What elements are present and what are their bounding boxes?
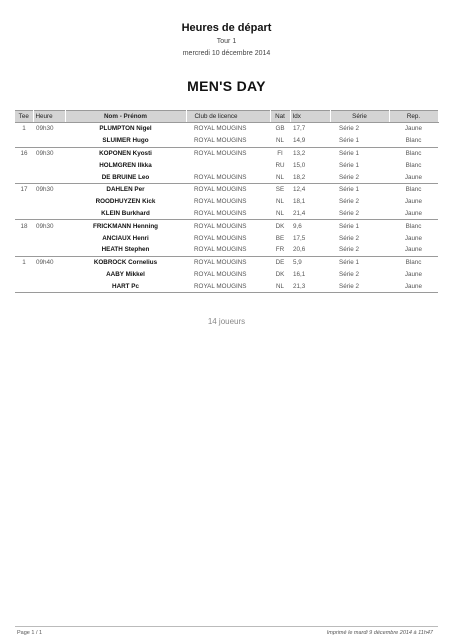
cell-name: HOLMGREN Ilkka: [99, 161, 152, 169]
cell-tee: [15, 280, 33, 292]
cell-rep: Blanc: [389, 256, 438, 268]
cell-name: KLEIN Burkhard: [101, 209, 150, 217]
cell-serie: Série 2: [339, 234, 359, 242]
cell-club: ROYAL MOUGINS: [194, 209, 247, 217]
cell-name: HART Pc: [65, 280, 186, 292]
cell-idx: 18,2: [293, 173, 306, 181]
cell-idx: 17,5: [293, 234, 306, 242]
cell-serie: Série 2: [330, 280, 389, 292]
cell-idx: 15,0: [293, 161, 306, 169]
table-header-row: [15, 111, 438, 123]
table-row: [15, 196, 438, 208]
cell-tee: [15, 269, 33, 281]
cell-club: ROYAL MOUGINS: [194, 173, 247, 181]
cell-tee: 16: [15, 147, 33, 159]
cell-tee: [15, 208, 33, 220]
cell-nat: NL: [275, 137, 285, 145]
cell-serie: Série 1: [339, 137, 359, 145]
cell-club: ROYAL MOUGINS: [194, 270, 247, 278]
table-row: [15, 135, 438, 147]
date-label: mercredi 10 décembre 2014: [182, 50, 271, 57]
cell-idx: 13,2: [290, 147, 330, 159]
cell-nat: SE: [270, 183, 290, 195]
cell-heure: 09h30: [33, 147, 65, 159]
table-row: [15, 208, 438, 220]
cell-rep: Jaune: [404, 209, 423, 217]
cell-nat: NL: [275, 173, 285, 181]
cell-heure: 09h30: [33, 220, 65, 232]
cell-rep: Jaune: [404, 198, 423, 206]
cell-club: ROYAL MOUGINS: [194, 246, 247, 254]
cell-serie: Série 1: [330, 147, 389, 159]
cell-nat: FI: [270, 147, 290, 159]
table-row: [15, 183, 438, 195]
cell-rep: Blanc: [389, 147, 438, 159]
column-header-club: Club de licence: [186, 111, 270, 123]
print-timestamp: Imprimé le mardi 9 décembre 2014 à 11h47: [326, 630, 433, 636]
cell-serie: Série 2: [339, 198, 359, 206]
cell-name: HEATH Stephen: [101, 246, 150, 254]
cell-rep: Blanc: [405, 161, 422, 169]
cell-serie: Série 1: [330, 183, 389, 195]
cell-tee: [15, 171, 33, 183]
cell-nat: RU: [275, 161, 285, 169]
column-header-heure: Heure: [33, 111, 65, 123]
table-row: [15, 269, 438, 281]
cell-name: FRICKMANN Henning: [65, 220, 186, 232]
table-row: [15, 232, 438, 244]
cell-serie: Série 2: [339, 209, 359, 217]
footer-divider: [15, 626, 438, 627]
table-row: [15, 147, 438, 159]
cell-club: ROYAL MOUGINS: [194, 137, 247, 145]
cell-idx: 9,6: [290, 220, 330, 232]
cell-tee: [15, 159, 33, 171]
cell-nat: BE: [275, 234, 285, 242]
cell-name: ROODHUYZEN Kick: [95, 198, 156, 206]
event-title: MEN'S DAY: [187, 78, 266, 94]
cell-heure: [33, 196, 65, 208]
column-header-idx: Idx: [290, 111, 330, 123]
cell-tee: [15, 232, 33, 244]
start-times-table: [15, 110, 439, 293]
cell-heure: 09h30: [36, 125, 54, 133]
cell-club: ROYAL MOUGINS: [186, 147, 270, 159]
cell-club: ROYAL MOUGINS: [194, 234, 247, 242]
page-title: Heures de départ: [181, 22, 272, 34]
cell-name: ANCIAUX Henri: [102, 234, 149, 242]
cell-idx: 21,3: [290, 280, 330, 292]
cell-heure: [33, 159, 65, 171]
cell-heure: [33, 280, 65, 292]
column-header-serie: Série: [330, 111, 389, 123]
cell-tee: 17: [15, 183, 33, 195]
table-row: [15, 244, 438, 256]
cell-heure: 09h40: [33, 256, 65, 268]
cell-rep: Jaune: [404, 125, 423, 133]
cell-tee: 1: [15, 256, 33, 268]
column-header-nat: Nat: [270, 111, 290, 123]
cell-serie: Série 2: [339, 246, 359, 254]
cell-nat: DK: [270, 220, 290, 232]
cell-nat: DE: [270, 256, 290, 268]
cell-heure: 09h30: [33, 183, 65, 195]
table-row: [15, 280, 438, 292]
round-label: Tour 1: [216, 38, 237, 45]
cell-club: [186, 159, 270, 171]
cell-club: ROYAL MOUGINS: [186, 220, 270, 232]
cell-heure: [33, 208, 65, 220]
cell-idx: 21,4: [293, 209, 306, 217]
cell-serie: Série 2: [339, 173, 359, 181]
cell-rep: Jaune: [389, 280, 438, 292]
cell-rep: Blanc: [405, 137, 422, 145]
cell-heure: [33, 232, 65, 244]
cell-name: SLUIMER Hugo: [102, 137, 149, 145]
cell-name: KOBROCK Cornelius: [65, 256, 186, 268]
cell-tee: [15, 135, 33, 147]
cell-club: ROYAL MOUGINS: [186, 280, 270, 292]
cell-rep: Jaune: [404, 246, 423, 254]
cell-heure: [33, 135, 65, 147]
cell-name: AABY Mikkel: [106, 270, 145, 278]
table-row: [15, 256, 438, 268]
cell-tee: [15, 196, 33, 208]
cell-club: ROYAL MOUGINS: [194, 125, 247, 133]
cell-serie: Série 1: [330, 220, 389, 232]
cell-serie: Série 2: [339, 125, 359, 133]
cell-rep: Jaune: [404, 270, 423, 278]
cell-tee: 1: [22, 125, 26, 133]
cell-name: DAHLEN Per: [65, 183, 186, 195]
cell-nat: NL: [275, 209, 285, 217]
cell-idx: 12,4: [290, 183, 330, 195]
cell-idx: 14,9: [293, 137, 306, 145]
cell-name: DE BRUINE Leo: [101, 173, 150, 181]
cell-nat: DK: [275, 270, 285, 278]
page-number: Page 1 / 1: [17, 630, 43, 636]
table-row: [15, 220, 438, 232]
cell-rep: Blanc: [389, 183, 438, 195]
cell-club: ROYAL MOUGINS: [186, 256, 270, 268]
cell-heure: [33, 171, 65, 183]
column-header-name: Nom - Prénom: [65, 111, 186, 123]
cell-nat: GB: [275, 125, 285, 133]
table-row: [15, 171, 438, 183]
cell-idx: 5,9: [290, 256, 330, 268]
table-row: [15, 123, 438, 135]
cell-nat: NL: [270, 280, 290, 292]
cell-nat: FR: [275, 246, 285, 254]
cell-club: ROYAL MOUGINS: [186, 183, 270, 195]
cell-rep: Jaune: [404, 234, 423, 242]
cell-idx: 16,1: [293, 270, 306, 278]
cell-idx: 20,6: [293, 246, 306, 254]
cell-rep: Blanc: [389, 220, 438, 232]
cell-heure: [33, 269, 65, 281]
cell-idx: 17,7: [293, 125, 306, 133]
player-count: 14 joueurs: [207, 317, 246, 326]
cell-tee: 18: [15, 220, 33, 232]
cell-serie: Série 1: [330, 256, 389, 268]
cell-serie: Série 2: [339, 270, 359, 278]
cell-heure: [33, 244, 65, 256]
cell-idx: 18,1: [293, 198, 306, 206]
cell-rep: Jaune: [404, 173, 423, 181]
table-row: [15, 159, 438, 171]
cell-serie: Série 1: [339, 161, 359, 169]
column-header-rep: Rep.: [389, 111, 438, 123]
cell-club: ROYAL MOUGINS: [194, 198, 247, 206]
cell-name: PLUMPTON Nigel: [99, 125, 152, 133]
cell-tee: [15, 244, 33, 256]
cell-name: KOPONEN Kyosti: [65, 147, 186, 159]
column-header-tee: Tee: [15, 111, 33, 123]
cell-nat: NL: [275, 198, 285, 206]
